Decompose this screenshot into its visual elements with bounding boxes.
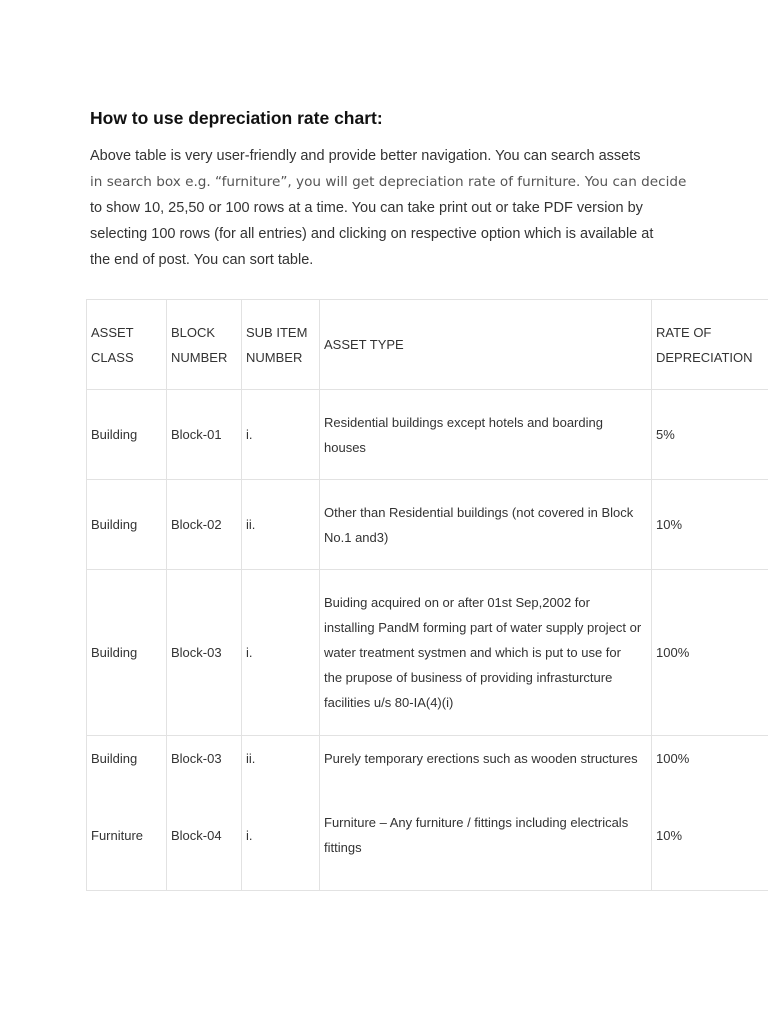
asset-type-line: No.1 and3) (324, 529, 389, 545)
cell-asset-class: Furniture (87, 781, 167, 891)
header-asset-type[interactable] (320, 300, 652, 390)
cell-rate: 100% (652, 736, 768, 781)
asset-type-line: the prupose of business of providing infrasturcture (324, 670, 613, 685)
intro-line: the end of post. You can sort table. (90, 252, 314, 268)
asset-type-line: houses (324, 439, 366, 455)
header-sub-item-number[interactable] (242, 300, 320, 390)
table-row (87, 480, 768, 570)
asset-type-line: Residential buildings except hotels and boarding (324, 414, 603, 430)
cell-rate: 10% (652, 781, 768, 891)
table-row (87, 736, 768, 781)
intro-line: Above table is very user-friendly and provide better navigation. You can search assets (90, 148, 641, 164)
asset-type-line: Purely temporary erections such as wooden structures (324, 750, 638, 766)
header-text: SUB ITEM (246, 324, 308, 340)
cell-asset-type (320, 390, 652, 480)
header-asset-class[interactable] (87, 300, 167, 390)
cell-asset-type (320, 736, 652, 781)
cell-asset-type (320, 570, 652, 736)
intro-line: selecting 100 rows (for all entries) and clicking on respective option which is available at (90, 226, 654, 242)
header-text: BLOCK (171, 324, 216, 340)
intro-paragraph (90, 143, 690, 273)
intro-line: to show 10, 25,50 or 100 rows at a time. You can take print out or take PDF version by (90, 200, 643, 216)
header-text: RATE OF (656, 324, 712, 340)
header-rate-of-depreciation[interactable] (652, 300, 768, 390)
cell-rate: 10% (652, 480, 768, 570)
header-text: DEPRECIATION (656, 349, 753, 365)
cell-asset-class: Building (87, 390, 167, 480)
header-text: ASSET (91, 324, 134, 340)
cell-rate: 5% (652, 390, 768, 480)
cell-sub-item-number: ii. (242, 480, 320, 570)
cell-asset-type (320, 781, 652, 891)
table-header-row (87, 300, 768, 390)
section-heading: How to use depreciation rate chart: (90, 108, 383, 128)
depreciation-rate-table (86, 299, 768, 891)
header-text: ASSET TYPE (324, 337, 404, 352)
asset-type-line: Furniture – Any furniture / fittings including electricals (324, 815, 629, 831)
cell-block-number: Block-02 (167, 480, 242, 570)
asset-type-line: Buiding acquired on or after 01st Sep,2002 for (324, 595, 590, 610)
header-block-number[interactable] (167, 300, 242, 390)
cell-block-number: Block-03 (167, 736, 242, 781)
asset-type-line: Other than Residential buildings (not covered in Block (324, 504, 634, 520)
table-row (87, 390, 768, 480)
cell-block-number: Block-04 (167, 781, 242, 891)
table-row (87, 570, 768, 736)
cell-sub-item-number: i. (242, 390, 320, 480)
cell-asset-class: Building (87, 736, 167, 781)
cell-asset-type (320, 480, 652, 570)
asset-type-line: water treatment systmen and which is put to use for (324, 645, 621, 660)
cell-rate: 100% (652, 570, 768, 736)
cell-block-number: Block-01 (167, 390, 242, 480)
cell-asset-class: Building (87, 480, 167, 570)
cell-sub-item-number: ii. (242, 736, 320, 781)
cell-asset-class: Building (87, 570, 167, 736)
cell-sub-item-number: i. (242, 781, 320, 891)
intro-line: in search box e.g. “furniture”, you will get depreciation rate of furniture. You can decide (90, 174, 687, 190)
depreciation-table-container (86, 299, 768, 891)
asset-type-line: installing PandM forming part of water supply project or (324, 620, 642, 635)
cell-sub-item-number: i. (242, 570, 320, 736)
header-text: NUMBER (171, 349, 228, 365)
asset-type-line: fittings (324, 840, 362, 856)
header-text: NUMBER (246, 349, 303, 365)
table-row (87, 781, 768, 891)
cell-block-number: Block-03 (167, 570, 242, 736)
asset-type-line: facilities u/s 80-IA(4)(i) (324, 695, 454, 710)
header-text: CLASS (91, 349, 134, 365)
